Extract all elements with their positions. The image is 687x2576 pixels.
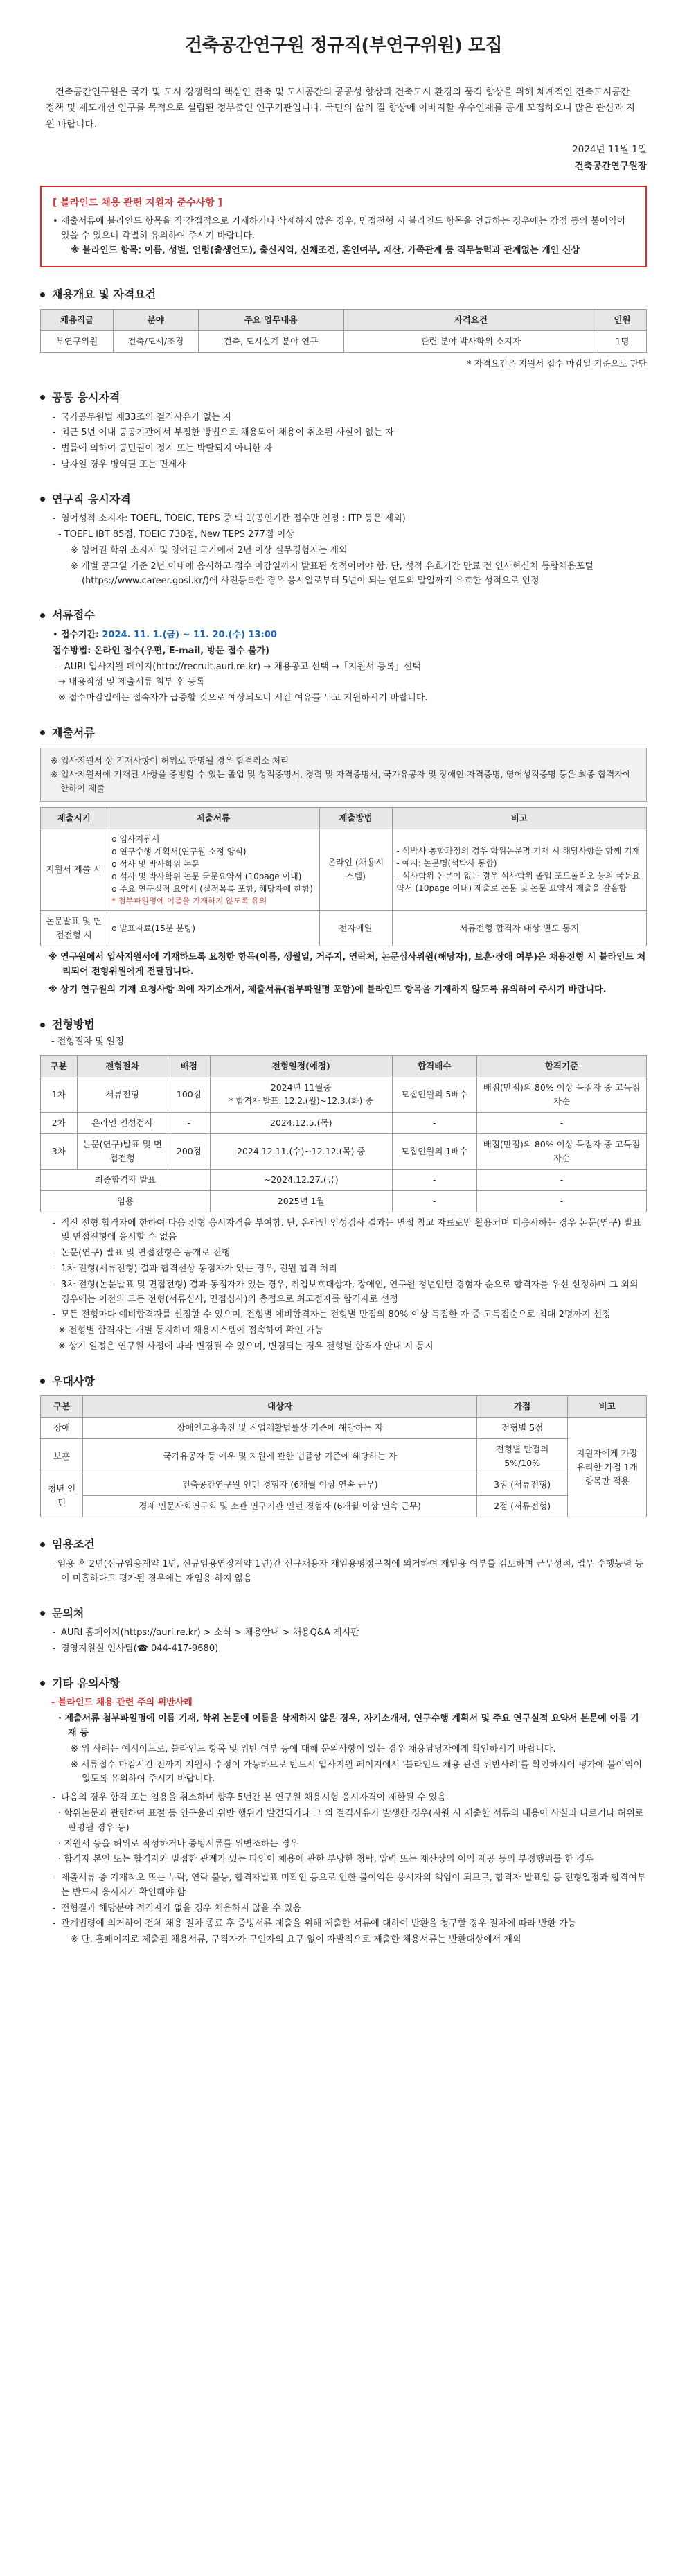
table-header: 제출서류 (107, 807, 319, 829)
list-item: - 관계법령에 의거하여 전체 채용 절차 종료 후 증빙서류 제출을 위해 제출한 서류에 대하여 반환을 청구할 경우 절차에 따라 반환 가능 (53, 1917, 647, 1932)
table-row: 3차 논문(연구)발표 및 면접전형 200점 2024.12.11.(수)~12.12.(목) 중 모집인원의 1배수 배점(만점)의 80% 이상 득점자 중 고득점자순 (41, 1133, 647, 1169)
section-heading: 기타 유의사항 (40, 1675, 647, 1693)
note: ※ 위 사례는 예시이므로, 블라인드 항목 및 위반 여부 등에 대해 문의사항이 있는 경우 채용담당자에게 확인하시기 바랍니다. (71, 1743, 556, 1754)
blind-recruitment-box (40, 186, 647, 268)
note: ※ 개별 공고일 기준 2년 이내에 응시하고 접수 마감일까지 발표된 성적이어야 함. 단, 성적 유효기간 만료 전 인사혁신처 통합채용포털(https://www.career.gosi.kr/)에 사전등록한 경우 응시일로부터 5년이 되는 연도의 말일까지 유효한 성적으로 인정 (71, 561, 594, 586)
notice-line: ※ 입사지원서에 기재된 사항을 증빙할 수 있는 졸업 및 성적증명서, 경력 및 자격증명서, 국가유공자 및 장애인 자격증명, 영어성적증명 등은 최종 합격자에 한하여 제출 (51, 768, 632, 793)
table-row (41, 910, 647, 946)
table-header: 비고 (392, 807, 647, 829)
blind-box-title: [ 블라인드 채용 관련 지원자 준수사항 ] (53, 197, 222, 209)
list-item: - 1차 전형(서류전형) 결과 합격선상 동점자가 있는 경우, 전원 합격 처리 (53, 1262, 647, 1277)
bullet-dot-icon (40, 1023, 45, 1027)
bold-note: ※ 연구원에서 입사지원서에 기재하도록 요청한 항목(이름, 생월일, 거주지, 연락처, 논문심사위원(해당자), 보훈·장애 여부)은 채용전형 시 블라인드 처리되어 전형위원에게 전달됩니다. (48, 951, 646, 977)
table-cell: 건축/도시/조경 (114, 331, 199, 353)
sub-item: · 합격자 본인 또는 합격자와 밀접한 관계가 있는 타인이 채용에 관한 부당한 청탁, 압력 또는 재산상의 이익 제공 등의 부정행위를 한 경우 (58, 1854, 594, 1865)
list-item: - 모든 전형마다 예비합격자를 선정할 수 있으며, 전형별 예비합격자는 전형별 만점의 80% 이상 득점한 자 중 고득점순으로 최대 2명까지 선정 (53, 1308, 647, 1323)
list-item: - 남자일 경우 병역필 또는 면제자 (53, 458, 647, 473)
list-item: - 3차 전형(논문발표 및 면접전형) 결과 동점자가 있는 경우, 취업보호대상자, 장애인, 연구원 청년인턴 경험자 순으로 합격자를 우선 선정하며 그 외의 경우에는 이전의 모든 전형(서류심사, 면접심사)의 총점으로 최고점자를 합격자로 선정 (53, 1278, 647, 1307)
table-cell: 1명 (598, 331, 647, 353)
bullet-dot-icon (40, 1611, 45, 1616)
bullet-dot-icon (40, 292, 45, 297)
page-title: 건축공간연구원 정규직(부연구위원) 모집 (184, 35, 503, 56)
selection-table (40, 1055, 647, 1212)
table-row: 2차 온라인 인성검사 - 2024.12.5.(목) - - (41, 1112, 647, 1133)
issuer: 건축공간연구원장 (574, 161, 647, 173)
table-header: 합격배수 (392, 1055, 477, 1077)
blind-violation-text: · 제출서류 첨부파일명에 이름 기재, 학위 논문에 이름을 삭제하지 않은 경우, 자기소개서, 연구수행 계획서 및 주요 연구실적 요약서 본문에 이름 기재 등 (58, 1713, 639, 1738)
table-header: 배점 (168, 1055, 210, 1077)
table-header: 자격요건 (344, 310, 598, 331)
table-cell: 전자메일 (319, 910, 392, 946)
period-value: 2024. 11. 1.(금) ~ 11. 20.(수) 13:00 (102, 629, 277, 640)
documents-notice-box (40, 748, 647, 802)
section-heading: 임용조건 (40, 1535, 647, 1553)
list-item: - 국가공무원법 제33조의 결격사유가 없는 자 (53, 411, 647, 425)
documents-cell: o 입사지원서 o 연구수행 계획서(연구원 소정 양식) o 석사 및 박사학위 논문 o 석사 및 박사학위 논문 국문요약서 (10page 이내) o 주요 연구실적 요약서 (실적목록 포함, 해당자에 한함) * 첨부파일명에 이름을 기재하지 않도록 유의 (107, 829, 319, 910)
overview-table (40, 309, 647, 353)
contact-homepage-link[interactable]: - AURI 홈페이지(https://auri.re.kr) > 소식 > 채용안내 > 채용Q&A 게시판 (53, 1626, 647, 1641)
table-header: 채용직급 (41, 310, 114, 331)
attachment-warning: * 첨부파일명에 이름을 기재하지 않도록 유의 (111, 895, 267, 906)
table-row (41, 829, 647, 910)
list-item: - 논문(연구) 발표 및 면접전형은 공개로 진행 (53, 1246, 647, 1261)
table-header: 제출시기 (41, 807, 107, 829)
table-header: 분야 (114, 310, 199, 331)
note: ※ 전형별 합격자는 개별 통지하며 채용시스템에 접속하여 확인 가능 (58, 1325, 324, 1336)
table-header: 전형일정(예정) (211, 1055, 393, 1077)
table-header: 제출방법 (319, 807, 392, 829)
table-cell: 부연구위원 (41, 331, 114, 353)
bullet-dot-icon (40, 1681, 45, 1686)
sub-item: · 지원서 등을 허위로 작성하거나 증빙서류를 위변조하는 경우 (58, 1838, 299, 1849)
table-header: 인원 (598, 310, 647, 331)
bullet-dot-icon (40, 497, 45, 502)
section-heading: 공통 응시자격 (40, 389, 647, 407)
other-notes (40, 1791, 647, 1806)
table-cell: 지원서 제출 시 (41, 829, 107, 910)
section-heading: 전형방법 (40, 1016, 647, 1034)
bullet-dot-icon (40, 730, 45, 735)
list-item: - 영어성적 소지자: TOEFL, TOEIC, TEPS 중 택 1(공인기관 점수만 인정 : ITP 등은 제외) (53, 512, 647, 527)
preference-remark: 지원자에게 가장 유리한 가점 1개 항목만 적용 (568, 1418, 647, 1517)
period-line: • 접수기간: 2024. 11. 1.(금) ~ 11. 20.(수) 13:00 (53, 629, 277, 640)
table-row: 임용 2025년 1월 - - (41, 1190, 647, 1212)
section-heading: 서류접수 (40, 606, 647, 624)
note: ※ 영어권 학위 소지자 및 영어권 국가에서 2년 이상 실무경험자는 제외 (71, 545, 348, 556)
table-header: 주요 업무내용 (198, 310, 344, 331)
apply-path-line: → 내용작성 및 제출서류 첨부 후 등록 (58, 677, 205, 688)
bullet-dot-icon (40, 395, 45, 400)
list-item: - 전형결과 해당분야 적격자가 없을 경우 채용하지 않을 수 있음 (53, 1902, 647, 1916)
note: ※ 단, 홈페이지로 제출된 채용서류, 구직자가 구인자의 요구 없이 자발적으로 제출한 채용서류는 반환대상에서 제외 (71, 1934, 521, 1946)
blind-violation-title: - 블라인드 채용 관련 주의 위반사례 (51, 1697, 193, 1709)
table-row: 최종합격자 발표 ~2024.12.27.(금) - - (41, 1169, 647, 1190)
common-qualification-list (40, 411, 647, 473)
remarks-cell: - 석박사 통합과정의 경우 학위논문명 기재 시 해당사항을 함께 기재 - 예시: 논문명(석박사 통합) - 석사학위 논문이 없는 경우 석사학위 졸업 포트폴리오 등의 국문요약서 (10page 이내) 제출로 논문 및 논문 요약서 제출을 갈음함 (392, 829, 647, 910)
preference-table: 구분 대상자 가점 비고 장애 장애인고용촉진 및 직업재활법률상 기준에 해당하는 자 전형별 5점 지원자에게 가장 유리한 가점 1개 항목만 적용 보훈 국가유공자 등 예우 및 지원에 관한 법률상 기준에 해당하는 자 전형별 만점의 5%/10% 청년 인턴 건축공간연구원 인턴 경험자 (6개월 이상 연속 근무) 3점 (서류전형) 경제·인문사회연구회 및 소관 연구기관 인턴 경험자 (6개월 이상 연속 근무) 2점 (서류전형) (40, 1395, 647, 1517)
bold-note: ※ 상기 연구원의 기재 요청사항 외에 자기소개서, 제출서류(첨부파일명 포함)에 블라인드 항목을 기재하지 않도록 유의하여 주시기 바랍니다. (48, 985, 607, 996)
list-item: - 법률에 의하여 공민권이 정지 또는 박탈되지 아니한 자 (53, 442, 647, 457)
sub-heading: - 전형절차 및 일정 (51, 1036, 124, 1047)
list-item: - 직전 전형 합격자에 한하여 다음 전형 응시자격을 부여함. 단, 온라인 인성검사 결과는 면접 참고 자료로만 활용되며 미응시하는 경우 논문(연구) 발표 및 면접전형에 응시할 수 없음 (53, 1217, 647, 1246)
table-row: 1차 서류전형 100점 2024년 11월중 * 합격자 발표: 12.2.(월)~12.3.(화) 중 모집인원의 5배수 배점(만점)의 80% 이상 득점자 중 고득점자순 (41, 1077, 647, 1112)
note: ※ 접수마감일에는 접속자가 급증할 것으로 예상되오니 시간 여유를 두고 지원하시기 바랍니다. (58, 693, 428, 704)
section-heading: 제출서류 (40, 724, 647, 742)
section-heading: 우대사항 (40, 1373, 647, 1391)
apply-path-line: - AURI 입사지원 페이지(http://recruit.auri.re.kr) → 채용공고 선택 →「지원서 등록」선택 (58, 661, 421, 672)
table-cell: o 발표자료(15분 분량) (107, 910, 319, 946)
table-cell: 건축, 도시설계 분야 연구 (198, 331, 344, 353)
table-row: 보훈 국가유공자 등 예우 및 지원에 관한 법률상 기준에 해당하는 자 전형별 만점의 5%/10% (41, 1439, 647, 1474)
english-score-line: - TOEFL IBT 85점, TOEIC 730점, New TEPS 277점 이상 (58, 529, 294, 540)
section-heading: 채용개요 및 자격요건 (40, 285, 647, 303)
table-cell: 논문발표 및 면접전형 시 (41, 910, 107, 946)
list-item: - 다음의 경우 합격 또는 임용을 취소하며 향후 5년간 본 연구원 채용시험 응시자격이 제한될 수 있음 (53, 1791, 647, 1806)
intro-paragraph: 건축공간연구원은 국가 및 도시 경쟁력의 핵심인 건축 및 도시공간의 공공성 향상과 건축도시 환경의 품격 향상을 위해 체계적인 건축도시공간 정책 및 제도개선 연구를 목적으로 설립된 정부출연 연구기관입니다. 국민의 삶의 질 향상에 이바지할 우수인재를 공개 모집하오니 많은 관심과 지원 바랍니다. (46, 86, 635, 130)
table-cell: 서류전형 합격자 대상 별도 통지 (392, 910, 647, 946)
section-heading: 문의처 (40, 1605, 647, 1623)
contact-list (40, 1626, 647, 1657)
table-note: * 자격요건은 지원서 접수 마감일 기준으로 판단 (467, 358, 647, 369)
bullet-dot-icon (40, 613, 45, 618)
sub-item: · 학위논문과 관련하여 표절 등 연구윤리 위반 행위가 발견되거나 그 외 결격사유가 발생한 경우(지원 시 제출한 서류의 내용이 사실과 다르거나 허위로 판명될 경우 등) (58, 1808, 644, 1833)
table-row: 장애 장애인고용촉진 및 직업재활법률상 기준에 해당하는 자 전형별 5점 지원자에게 가장 유리한 가점 1개 항목만 적용 (41, 1418, 647, 1439)
table-header: 전형절차 (77, 1055, 168, 1077)
table-row: 경제·인문사회연구회 및 소관 연구기관 인턴 경험자 (6개월 이상 연속 근무) 2점 (서류전형) (41, 1496, 647, 1517)
table-header: 구분 (41, 1055, 78, 1077)
bullet-dot-icon (40, 1542, 45, 1547)
table-cell: 온라인 (채용시스템) (319, 829, 392, 910)
list-item: - 최근 5년 이내 공공기관에서 부정한 방법으로 채용되어 채용이 취소된 사실이 없는 자 (53, 426, 647, 441)
appointment-text: - 임용 후 2년(신규임용계약 1년, 신규임용연장계약 1년)간 신규채용자 재임용평정규칙에 의거하여 재임용 여부를 검토하며 근무성적, 업무 수행능력 등이 미흡하다고 평가된 경우에는 재임용 하지 않음 (51, 1558, 643, 1584)
blind-box-note: ※ 블라인드 항목: 이름, 성별, 연령(출생연도), 출신지역, 신체조건, 혼인여부, 재산, 가족관계 등 직무능력과 관계없는 개인 신상 (71, 245, 580, 256)
note: ※ 서류접수 마감시간 전까지 지원서 수정이 가능하므로 반드시 입사지원 페이지에서 '블라인드 채용 관련 위반사례'를 확인하시어 평가에 불이익이 없도록 유의하여 주시기 바랍니다. (71, 1759, 643, 1785)
table-header: 합격기준 (477, 1055, 647, 1077)
blind-box-text: • 제출서류에 블라인드 항목을 직·간접적으로 기재하거나 삭제하지 않은 경우, 면접전형 시 블라인드 항목을 언급하는 경우에는 감점 등의 불이익이 있을 수 있으니 각별히 유의하여 주시기 바랍니다. (53, 216, 626, 241)
section-heading: 연구직 응시자격 (40, 491, 647, 509)
notice-date: 2024년 11월 1일 (572, 144, 647, 156)
documents-table (40, 807, 647, 946)
list-item: - 제출서류 중 기재착오 또는 누락, 연락 불능, 합격자발표 미확인 등으로 인한 불이익은 응시자의 책임이 되므로, 합격자 발표일 등 전형일정과 합격여부는 반드시 응시자가 확인해야 함 (53, 1871, 647, 1900)
note: ※ 상기 일정은 연구원 사정에 따라 변경될 수 있으며, 변경되는 경우 전형별 합격자 안내 시 통지 (58, 1341, 434, 1352)
selection-notes (40, 1217, 647, 1323)
table-row: 청년 인턴 건축공간연구원 인턴 경험자 (6개월 이상 연속 근무) 3점 (서류전형) (41, 1474, 647, 1496)
table-cell: 관련 분야 박사학위 소지자 (344, 331, 598, 353)
other-notes (40, 1871, 647, 1932)
notice-line: ※ 입사지원서 상 기재사항이 허위로 판명될 경우 합격취소 처리 (51, 755, 289, 766)
contact-phone: - 경영지원실 인사팀(☎ 044-417-9680) (53, 1642, 647, 1657)
bullet-dot-icon (40, 1379, 45, 1384)
method-line: 접수방법: 온라인 접수(우편, E-mail, 방문 접수 불가) (53, 645, 270, 656)
table-row (41, 331, 647, 353)
research-qualification-list (40, 512, 647, 527)
